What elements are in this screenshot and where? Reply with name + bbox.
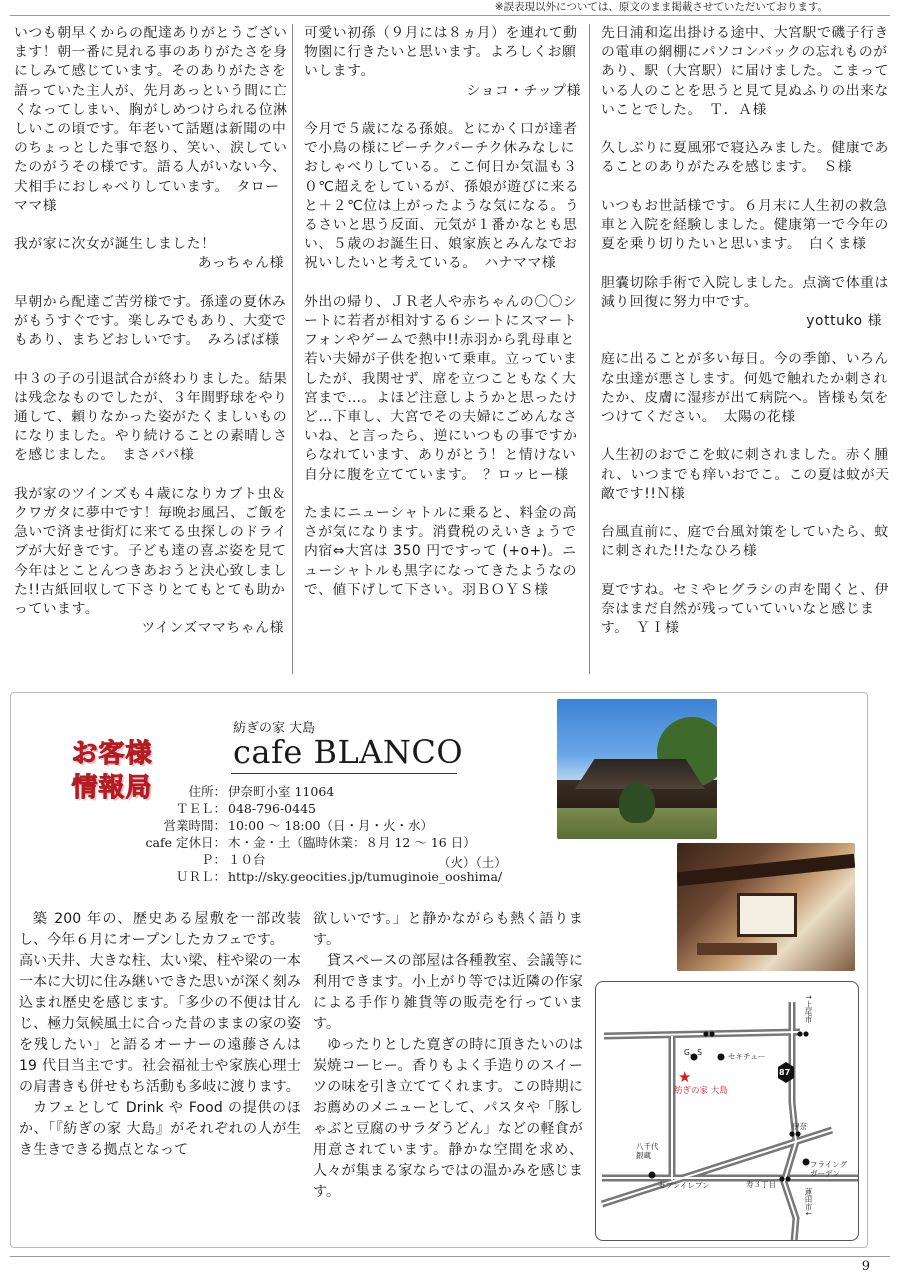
article-paragraph: 高い天井、大きな柱、太い梁、柱や梁の一本一本に大切に住み継いできた思いが深く刻み込まれ歴史を感じます。「多少の不便は甘んじ、極力気候風土に合った昔のままの家の姿を残したい」と語るオーナーの遠藤さんは 19 代目当主です。社会福祉士や家族心理士の肩書きも併せもち活動も多岐に渡ります。 bbox=[19, 953, 301, 1095]
photo-beam bbox=[677, 854, 855, 887]
letter-text: 我が家に次女が誕生しました！ bbox=[14, 236, 216, 253]
info-row bbox=[121, 783, 502, 800]
article-paragraph: ゆったりとした寛ぎの時に頂きたいのは炭焼コーヒー。香りもよく手造りのスイーツの味を引き立ててくれます。この時期にお薦めのメニューとして、パスタや「豚しゃぶと豆腐のサラダうどん」などの軽食が用意されています。静かな空間を求め、人々が集まる家ならではの温かみを感じます。 bbox=[313, 1037, 583, 1200]
letters-column-1 bbox=[10, 24, 292, 674]
map-label-hasuda: 蓮田市↓ bbox=[804, 1188, 813, 1217]
info-value: 伊奈町小室 11064 bbox=[228, 784, 335, 799]
cafe-header bbox=[11, 693, 551, 893]
article-paragraph: カフェとして Drink や Food の提供のほか、「『紡ぎの家 大島』がそれぞれの人が生き生きできる拠点となって bbox=[19, 1100, 301, 1158]
cafe-feature bbox=[10, 692, 868, 1248]
cafe-title: cafe BLANCO bbox=[233, 733, 464, 771]
letter-text: 可愛い初孫（９月には８ヵ月）を連れて動物園に行きたいと思います。よろしくお願いします。 bbox=[304, 25, 578, 80]
letter bbox=[304, 24, 589, 101]
map-label-hachisendai: 八千代 銀蔵 bbox=[636, 1142, 659, 1160]
info-label: ＴＥＬ： bbox=[175, 801, 226, 816]
letter: 中３の子の引退試合が終わりました。結果は残念なものでしたが、３年間野球をやり通して、頼りなかった姿がたくましいものになりました。やり続けることの素晴しさを感じました。 まさパパ様 bbox=[14, 370, 288, 464]
letter-text: 我が家のツインズも４歳になりカブト虫＆クワガタに夢中です！毎晩お風呂、ご飯を急いで済ませ街灯に来てる虫探しのドライブが大好きです。子ども達の喜ぶ姿を見て今年はとことんつきあおうと決心致しました!!古紙回収して下さりとてもとても助かっています。 bbox=[14, 485, 288, 618]
letter-signature: yottuko 様 bbox=[806, 313, 882, 329]
letter: たまにニューシャトルに乗ると、料金の高さが気になります。消費税のえいきょうで内宿⇔大宮は 350 円ですって (+o+)。ニューシャトルも黒字になってきたようなので、値下げして下さい。羽ＢＯＹＳ様 bbox=[304, 505, 577, 598]
letters-column-2 bbox=[292, 24, 589, 674]
letter: 夏ですね。セミやヒグラシの声を聞くと、伊奈はまだ自然が残っていていいなと感じます。 ＹＩ様 bbox=[601, 581, 889, 637]
letter: 早朝から配達ご苦労様です。孫達の夏休みがもうすぐです。楽しみでもあり、大変でもあり、まちどおしいです。 みろばば様 bbox=[14, 293, 287, 349]
info-label: 住所： bbox=[188, 784, 226, 799]
page-number: 9 bbox=[861, 1259, 870, 1274]
badge-line: 情報局 bbox=[71, 773, 153, 803]
letters-column-3 bbox=[589, 24, 890, 674]
article-paragraph: 欲しいです。」と静かながらも熱く語ります。 bbox=[313, 911, 583, 948]
info-label: cafe 定休日： bbox=[145, 835, 226, 850]
cafe-interior-photo bbox=[677, 843, 855, 971]
badge-line: お客様 bbox=[71, 739, 153, 769]
letter-text: 胆嚢切除手術で入院しました。点滴で体重は減り回復に努力中です。 bbox=[601, 274, 889, 310]
photo-window bbox=[737, 893, 797, 937]
map-label-gs: G．S bbox=[684, 1048, 703, 1057]
letter: 今月で５歳になる孫娘。とにかく口が達者で小鳥の様にピーチクパーチク休みなしにおしゃべりしている。ここ何日か気温も３０℃超えをしているが、孫娘が遊びに来ると＋２℃位は上がったような気になる。うるさいと思う反面、元気が１番かなとも思い、５歳のお誕生日、娘家族とみんなでお祝いしたいと考えている。 ハナママ様 bbox=[304, 121, 580, 272]
access-map bbox=[595, 981, 859, 1241]
map-label-ina: 伊奈 bbox=[792, 1122, 807, 1131]
map-label-seven-eleven: セブンイレブン bbox=[658, 1181, 710, 1190]
info-row bbox=[121, 800, 502, 817]
map-label-cafe: 紡ぎの家 大島 bbox=[674, 1086, 728, 1096]
info-row bbox=[121, 834, 502, 851]
letter bbox=[601, 274, 890, 332]
article-middle bbox=[313, 909, 583, 1203]
map-roads bbox=[596, 982, 859, 1241]
info-url[interactable]: http://sky.geocities.jp/tumuginoie_ooshima/ bbox=[228, 869, 503, 884]
cafe-subtitle: 紡ぎの家 大島 bbox=[233, 721, 316, 736]
map-label-kotobuki: 寿３丁目 bbox=[746, 1180, 776, 1189]
letter: 庭に出ることが多い毎日。今の季節、いろんな虫達が悪さします。何処で触れたか刺されたか、皮膚に湿疹が出て病院へ。皆様も気をつけてください。 太陽の花様 bbox=[601, 351, 889, 425]
info-value: １０台 bbox=[228, 852, 266, 867]
photo-table bbox=[697, 943, 777, 955]
title-underline bbox=[231, 773, 457, 774]
letter bbox=[14, 485, 292, 639]
letter-signature: ツインズママちゃん様 bbox=[141, 620, 284, 637]
footer-rule bbox=[10, 1256, 890, 1257]
info-value: 木・金・土（臨時休業：８月 12 〜 16 日） bbox=[228, 835, 476, 850]
reader-letters bbox=[10, 24, 890, 674]
parking-note: （火）（土） bbox=[438, 855, 507, 870]
letter-signature: あっちゃん様 bbox=[197, 255, 284, 272]
letter: 久しぶりに夏風邪で寝込みました。健康であることのありがたみを感じます。 Ｓ様 bbox=[601, 140, 889, 176]
photo-pine bbox=[619, 783, 655, 823]
letter: 先日浦和迄出掛ける途中、大宮駅で磯子行きの電車の網棚にパソコンバックの忘れものがあり、駅（大宮駅）に届けました。こまっている人のことを思うと見て見ぬふりの出来ないことでした。 Ｔ．Ａ様 bbox=[601, 25, 889, 118]
info-row bbox=[121, 817, 502, 834]
article-paragraph: 築 200 年の、歴史ある屋敷を一部改装し、今年６月にオープンしたカフェです。 bbox=[19, 911, 301, 948]
map-label-ageo: ↑上尾市 bbox=[804, 994, 813, 1023]
letter-signature: ショコ・チップ様 bbox=[466, 82, 581, 99]
letter bbox=[14, 235, 292, 273]
route-87-label: 87 bbox=[779, 1068, 791, 1077]
info-value: 048-796-0445 bbox=[228, 801, 316, 816]
info-label: ＵＲＬ： bbox=[175, 869, 226, 884]
letter: 台風直前に、庭で台風対策をしていたら、蚊に刺された!!たなひろ様 bbox=[601, 524, 889, 560]
letter: いつもお世話様です。６月末に人生初の救急車と入院を経験しました。健康第一で今年の夏を乗り切りたいと思います。 白くま様 bbox=[601, 197, 889, 253]
article-paragraph: 貸スペースの部屋は各種教室、会議等に利用できます。小上がり等では近隣の作家による手作り雑貨等の販売を行っています。 bbox=[313, 953, 583, 1032]
info-label: Ｐ： bbox=[200, 852, 226, 867]
info-value: 10:00 〜 18:00（日・月・火・水） bbox=[228, 818, 433, 833]
house-exterior-photo bbox=[557, 699, 717, 839]
letter: 外出の帰り、ＪＲ老人や赤ちゃんの〇〇シートに若者が相対する６シートにスマートフォンやゲームで熱中!!赤羽から乳母車と若い夫婦が子供を抱いて乗車。立っていましたが、我関せず、席を立つこともなく大宮まで…。よほど注意しようかと思ったけど…下車し、大宮でその夫婦にごめんなさいね、と言ったら、逆にいつもの事ですからなれています、ありがとう！と情けない自分に腹を立てています。 ？ロッヒー様 bbox=[304, 293, 578, 483]
map-label-flying-garden: フライング ガーデン bbox=[810, 1160, 848, 1178]
header-note: ※誤表現以外については、原文のまま掲載させていただいております。 bbox=[10, 0, 890, 16]
letter: いつも朝早くからの配達ありがとうございます！朝一番に見れる事のありがたさを身にしみて感じています。そのありがたさを語っていた主人が、先月あっという間に亡くなってしまい、胸がしめつけられる位淋しいこの頃です。年老いて話題は新聞の中のちょっとした事で怒り、笑い、涙していたのがうその様です。語る人がいない今、犬相手におしゃべりしています。 タローママ様 bbox=[14, 25, 288, 214]
article-left bbox=[19, 909, 301, 1161]
info-label: 営業時間： bbox=[163, 818, 226, 833]
map-label-seikochu: セキチュー bbox=[728, 1052, 766, 1061]
location-star-icon: ★ bbox=[678, 1068, 692, 1086]
letter: 人生初のおでこを蚊に刺されました。赤く腫れ、いつまでも痒いおでこ。この夏は蚊が天敵です!!Ｎ様 bbox=[601, 447, 890, 502]
